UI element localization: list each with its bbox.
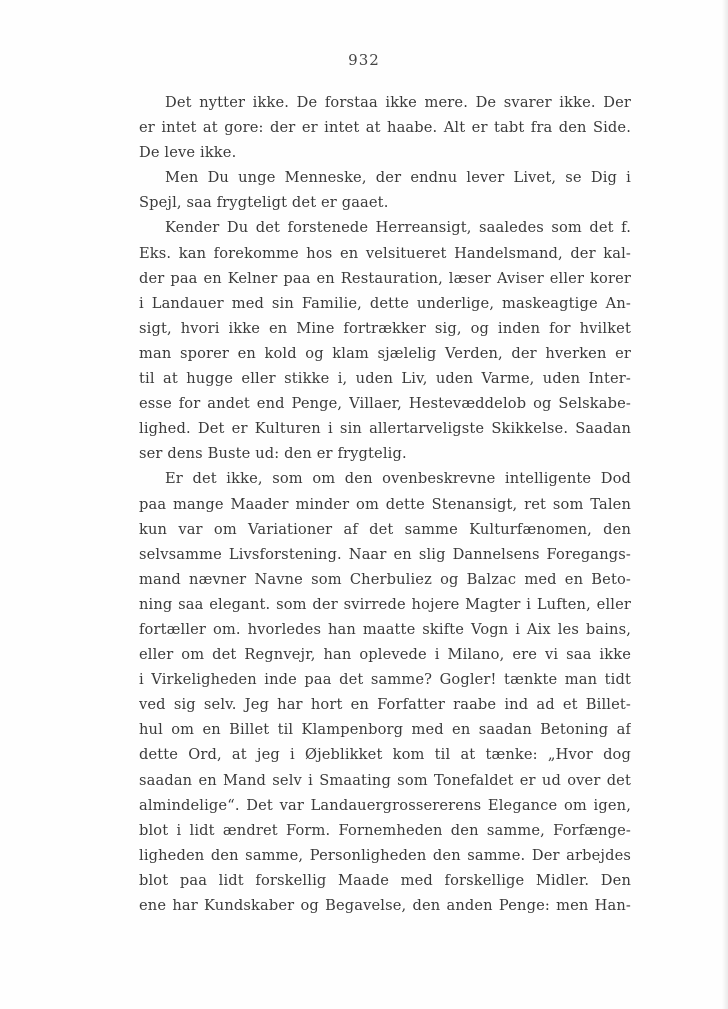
- text-line: ligheden den samme, Personligheden den samme. Der arbejdes: [139, 846, 631, 864]
- text-line: paa mange Maader minder om dette Stenansigt, ret som Talen: [139, 495, 631, 513]
- text-line: sigt, hvori ikke en Mine fortrækker sig, og inden for hvilket: [139, 319, 631, 337]
- text-line: almindelige“. Det var Landauergrossererens Elegance om igen,: [139, 796, 631, 814]
- text-line: Er det ikke, som om den ovenbeskrevne intelligente Dod: [165, 470, 631, 488]
- text-line: ning saa elegant. som der svirrede hojere Magter i Luften, eller: [139, 595, 631, 613]
- text-line: ene har Kundskaber og Begavelse, den anden Penge: men Han-: [139, 897, 631, 914]
- text-line: i Virkeligheden inde paa det samme? Gogler! tænkte man tidt: [139, 671, 631, 689]
- text-line: blot i lidt ændret Form. Fornemheden den samme, Forfænge-: [139, 821, 631, 839]
- body-text: [139, 90, 631, 918]
- text-line: hul om en Billet til Klampenborg med en saadan Betoning af: [139, 721, 631, 739]
- text-line: blot paa lidt forskellig Maade med forskellige Midler. Den: [139, 871, 631, 889]
- text-line: ser dens Buste ud: den er frygtelig.: [139, 445, 407, 463]
- text-line: dette Ord, at jeg i Øjeblikket kom til at tænke: „Hvor dog: [139, 746, 631, 764]
- text-line: ved sig selv. Jeg har hort en Forfatter raabe ind ad et Billet-: [139, 696, 631, 714]
- text-line: mand nævner Navne som Cherbuliez og Balzac med en Beto-: [139, 570, 631, 588]
- text-line: lighed. Det er Kulturen i sin allertarveligste Skikkelse. Saadan: [139, 420, 631, 438]
- text-line: De leve ikke.: [139, 144, 237, 162]
- page-number: 932: [348, 51, 380, 69]
- text-line: er intet at gore: der er intet at haabe. Alt er tabt fra den Side.: [139, 119, 631, 137]
- text-line: esse for andet end Penge, Villaer, Hestevæddelob og Selskabe-: [139, 395, 631, 413]
- text-line: Spejl, saa frygteligt det er gaaet.: [139, 194, 389, 212]
- page-edge-shadow: [722, 0, 728, 1009]
- text-line: i Landauer med sin Familie, dette underlige, maskeagtige An-: [139, 294, 631, 312]
- text-line: til at hugge eller stikke i, uden Liv, uden Varme, uden Inter-: [139, 370, 631, 388]
- text-line: fortæller om. hvorledes han maatte skifte Vogn i Aix les bains,: [139, 620, 631, 638]
- text-line: Det nytter ikke. De forstaa ikke mere. De svarer ikke. Der: [165, 94, 631, 111]
- text-line: Eks. kan forekomme hos en velsitueret Handelsmand, der kal-: [139, 244, 631, 262]
- text-line: Kender Du det forstenede Herreansigt, saaledes som det f.: [165, 219, 631, 237]
- text-line: eller om det Regnvejr, han oplevede i Milano, ere vi saa ikke: [139, 646, 631, 664]
- text-line: selvsamme Livsforstening. Naar en slig Dannelsens Foregangs-: [139, 545, 631, 563]
- text-line: der paa en Kelner paa en Restauration, læser Aviser eller korer: [139, 269, 631, 287]
- text-line: kun var om Variationer af det samme Kulturfænomen, den: [139, 520, 631, 538]
- text-line: man sporer en kold og klam sjælelig Verden, der hverken er: [139, 344, 631, 362]
- text-line: Men Du unge Menneske, der endnu lever Livet, se Dig i: [165, 169, 631, 187]
- text-line: saadan en Mand selv i Smaating som Tonefaldet er ud over det: [139, 771, 631, 789]
